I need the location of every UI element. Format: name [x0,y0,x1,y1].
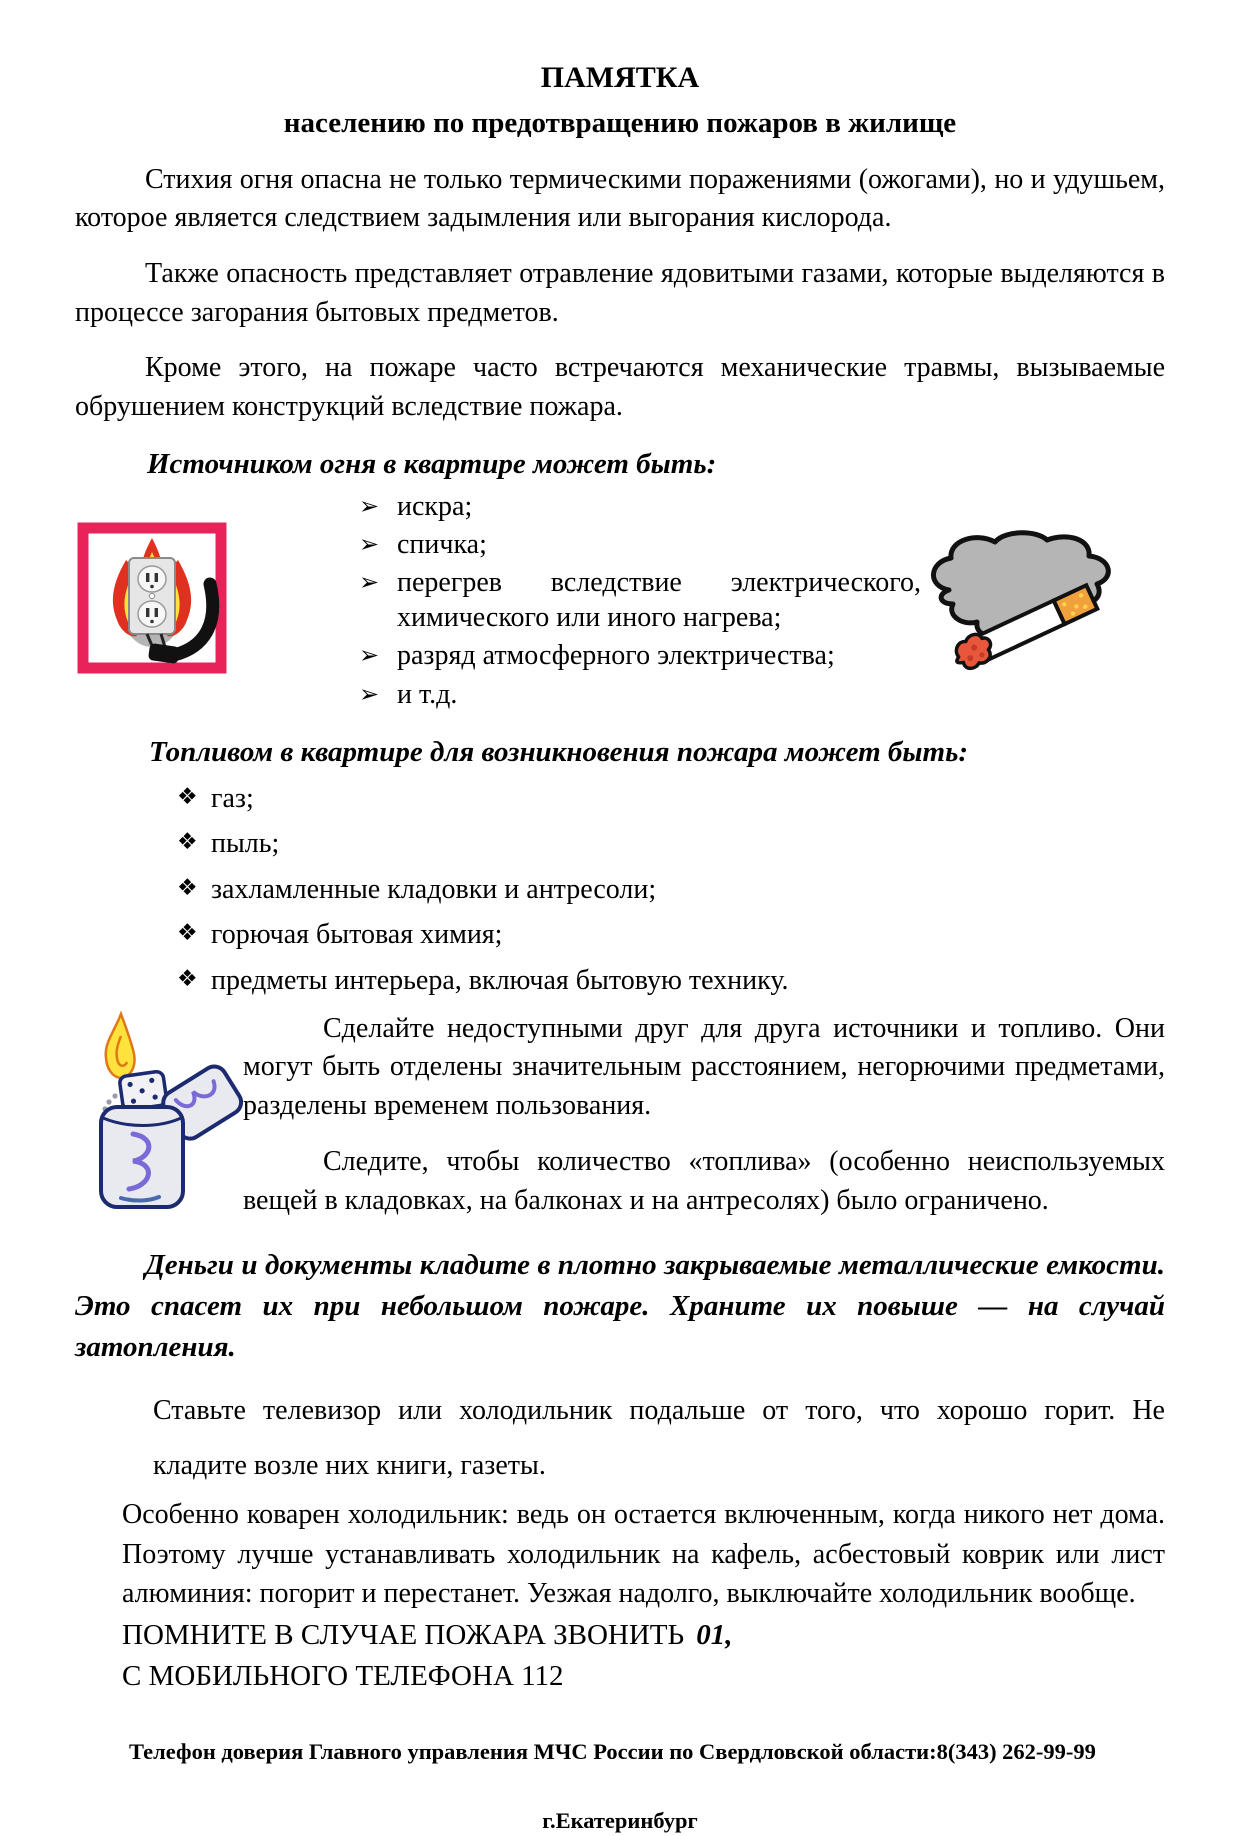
advice-text [243,1010,1165,1239]
list-item: ➢ разряд атмосферного электричества; [359,639,921,673]
fire-sources-section [75,490,1165,728]
emergency-call-lines [122,1615,1165,1696]
arrow-bullet-icon: ➢ [359,530,380,558]
burning-outlet-illustration [77,522,227,674]
intro-paragraph-3: Кроме этого, на пожаре часто встречаются механические травмы, вызываемые обрушением конструкций вследствие пожара. [75,352,1165,422]
list-item: ❖ горючая бытовая химия; [177,919,503,951]
arrow-bullet-icon: ➢ [359,641,380,670]
lighter-body [101,1107,183,1207]
city-text: г.Екатеринбург [542,1808,698,1834]
advice-paragraph-2: Следите, чтобы количество «топлива» (особенно неиспользуемых вещей в кладовках, на балконах и на антресолях) было ограничено. [243,1146,1165,1217]
emergency-line-2: С МОБИЛЬНОГО ТЕЛЕФОНА 112 [122,1659,564,1692]
diamond-bullet-icon: ❖ [177,920,198,947]
list-item: ❖ захламленные кладовки и антресоли; [177,873,657,905]
diamond-bullet-icon: ❖ [177,965,198,992]
fridge-paragraph: Особенно коварен холодильник: ведь он остается включенным, когда никого нет дома. Поэтому лучше устанавливать холодильник на кафель, асбестовый коврик или лист алюминия: погорит и перестанет. Уезжая надолго, выключайте холодильник вообще. [122,1499,1165,1609]
lighter-illustration [75,1010,241,1216]
list-item: ❖ пыль; [177,828,280,860]
arrow-bullet-icon: ➢ [359,568,380,597]
cigarette-illustration [919,528,1119,688]
fuel-heading: Топливом в квартире для возникновения пожара может быть: [149,735,968,768]
diamond-bullet-icon: ❖ [177,783,198,810]
list-item: ➢ и т.д. [359,678,921,712]
intro-section [75,161,1165,427]
intro-paragraph-1: Стихия огня опасна не только термическими поражениями (ожогами), но и удушьем, которое является следствием задымления или выгорания кислорода. [75,163,1165,234]
diamond-bullet-icon: ❖ [177,874,198,901]
page-title: ПАМЯТКА [540,61,700,94]
diamond-bullet-icon: ❖ [177,829,198,856]
list-item: ➢ искра; [359,490,921,524]
appliances-section [122,1384,1165,1696]
list-item: ❖ газ; [177,782,254,814]
emergency-number-01: 01, [696,1618,733,1651]
fire-sources-list [359,490,921,713]
advice-section [75,1010,1165,1239]
tv-paragraph: Ставьте телевизор или холодильник подальше от того, что хорошо горит. Не кладите возле них книги, газеты. [153,1395,1165,1481]
list-item: ➢ перегрев вследствие электрического, химического или иного нагрева; [359,566,921,635]
fuel-list [177,782,1165,998]
arrow-bullet-icon: ➢ [359,491,380,520]
hotline-text: Телефон доверия Главного управления МЧС России по Свердловской области:8(343) 262-99-99 [129,1739,1096,1765]
flame-icon [106,1014,135,1078]
outlet-plate [129,558,175,634]
page-subtitle: населению по предотвращению пожаров в жилище [283,107,957,139]
arrow-bullet-icon: ➢ [359,679,380,708]
valuables-paragraph: Деньги и документы кладите в плотно закрываемые металлические емкости. Это спасет их при небольшом пожаре. Храните их повыше — на случай затопления. [75,1248,1165,1364]
spark-wheel [119,1070,167,1110]
lighter-illustration-wrap [75,1010,243,1239]
emergency-line-1: ПОМНИТЕ В СЛУЧАЕ ПОЖАРА ЗВОНИТЬ 01, [122,1618,733,1651]
intro-paragraph-2: Также опасность представляет отравление ядовитыми газами, которые выделяются в процессе загорания бытовых предметов. [75,258,1165,328]
list-item: ➢ спичка; [359,528,921,562]
fire-sources-heading: Источником огня в квартире может быть: [147,447,717,480]
list-item: ❖ предметы интерьера, включая бытовую технику. [177,964,789,996]
advice-paragraph-1: Сделайте недоступными друг для друга источники и топливо. Они могут быть отделены значительным расстоянием, негорючими предметами, разделены временем пользования. [243,1012,1165,1121]
